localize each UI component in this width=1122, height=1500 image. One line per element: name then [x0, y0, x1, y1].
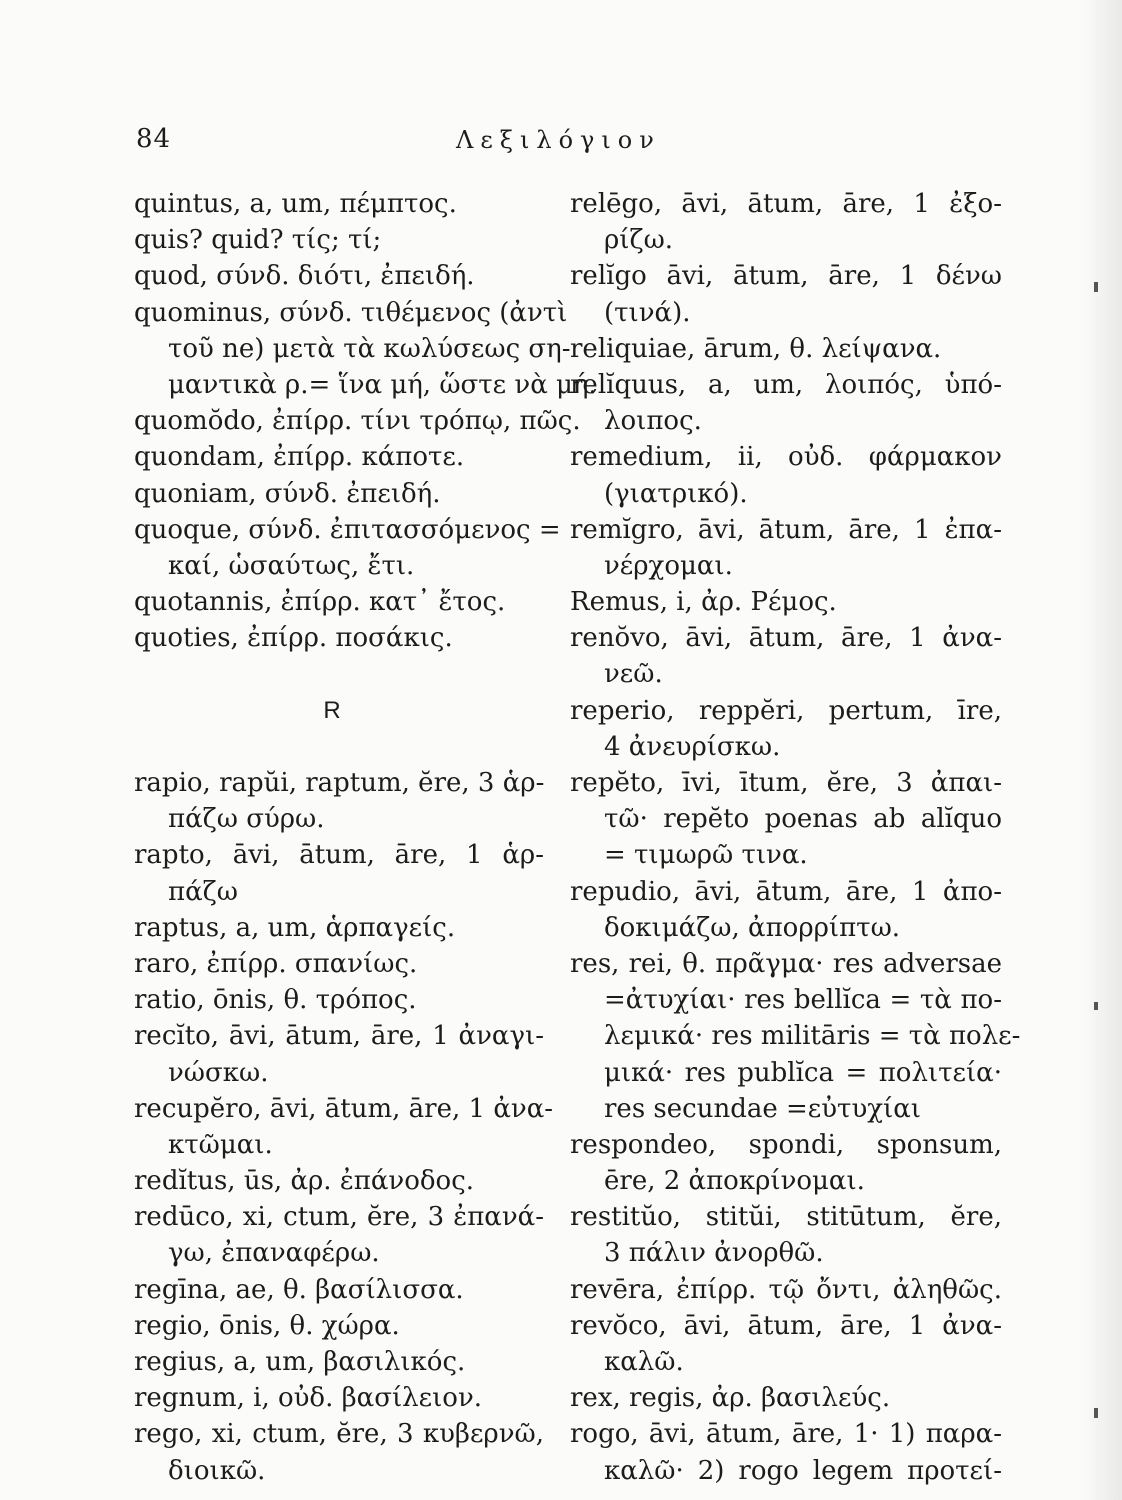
entry-line: ēre, 2 ἀποκρίνομαι. — [604, 1166, 865, 1197]
entry-line: καλῶ. — [604, 1347, 684, 1377]
entry-line: πάζω σύρω. — [168, 804, 325, 835]
entry-line: reliquiae, ārum, θ. λείψανα. — [570, 333, 942, 364]
entry-line: καλῶ· 2) rogo legem προτεί- — [604, 1455, 1002, 1486]
edge-mark — [1094, 1408, 1098, 1418]
entry-line: regīna, ae, θ. βασίλισσα. — [134, 1274, 464, 1305]
entry-line: restitŭo, stitŭi, stitūtum, ĕre, — [570, 1202, 1002, 1233]
entry-line: raro, ἐπίρρ. σπανίως. — [134, 948, 418, 979]
entry-line: quod, σύνδ. διότι, ἐπειδή. — [134, 261, 475, 292]
entry-line: recĭto, āvi, ātum, āre, 1 ἀναγι- — [134, 1021, 544, 1052]
entry-line: Remus, i, ἀρ. Ρέμος. — [570, 587, 837, 618]
edge-mark — [1094, 1002, 1098, 1010]
entry-line: renŏvo, āvi, ātum, āre, 1 ἀνα- — [570, 623, 1002, 654]
entry-line: relĭquus, a, um, λοιπός, ὑπό- — [570, 369, 1002, 400]
entry-line: repudio, āvi, ātum, āre, 1 ἀπο- — [570, 876, 1002, 907]
page-number: 84 — [136, 124, 172, 154]
edge-mark — [1094, 282, 1098, 292]
entry-line: revŏco, āvi, ātum, āre, 1 ἀνα- — [570, 1310, 1002, 1341]
entry-line: quoniam, σύνδ. ἐπειδή. — [134, 478, 441, 509]
entry-line: regnum, i, οὐδ. βασίλειον. — [134, 1383, 483, 1414]
entry-line: μικά· res publĭca = πολιτεία· — [604, 1057, 1002, 1088]
entry-line: quominus, σύνδ. τιθέμενος (ἀντὶ — [134, 297, 568, 328]
entry-line: quintus, a, um, πέμπτος. — [134, 189, 457, 219]
entry-line: regio, ōnis, θ. χώρα. — [134, 1310, 400, 1341]
entry-line: ρίζω. — [604, 225, 674, 256]
entry-line: rapio, rapŭi, raptum, ĕre, 3 ἁρ- — [134, 768, 545, 798]
entry-line: rapto, āvi, ātum, āre, 1 ἁρ- — [134, 840, 544, 871]
entry-line: τοῦ ne) μετὰ τὰ κωλύσεως ση- — [168, 333, 571, 364]
entry-line: redūco, xi, ctum, ĕre, 3 ἐπανά- — [134, 1202, 544, 1233]
entry-line: νέρχομαι. — [604, 550, 733, 581]
entry-line: repĕto, īvi, ītum, ĕre, 3 ἀπαι- — [570, 768, 1002, 798]
entry-line: remĭgro, āvi, ātum, āre, 1 ἐπα- — [570, 514, 1002, 545]
entry-line: 3 πάλιν ἀνορθῶ. — [604, 1238, 824, 1269]
entry-line: rogo, āvi, ātum, āre, 1· 1) παρα- — [570, 1419, 1002, 1450]
entry-line: καί, ὡσαύτως, ἔτι. — [168, 550, 415, 581]
entry-line: 4 ἀνευρίσκω. — [604, 731, 781, 762]
entry-line: λοιπος. — [604, 406, 702, 437]
entry-line: recupĕro, āvi, ātum, āre, 1 ἀνα- — [134, 1093, 554, 1124]
entry-line: relĭgo āvi, ātum, āre, 1 δένω — [570, 261, 1002, 292]
entry-line: =ἀτυχίαι· res bellĭca = τὰ πο- — [604, 985, 1002, 1016]
entry-line: μαντικὰ ρ.= ἵνα μή, ὥστε νὰ μή. — [168, 369, 597, 400]
entry-line: δοκιμάζω, ἀπορρίπτω. — [604, 912, 901, 943]
blank-line — [134, 656, 544, 692]
entry-line: redĭtus, ūs, ἀρ. ἐπάνοδος. — [134, 1166, 475, 1197]
entry-line: νεῶ. — [604, 659, 663, 690]
entry-line: = τιμωρῶ τινα. — [604, 840, 808, 871]
entry-line: quomŏdo, ἐπίρρ. τίνι τρόπῳ, πῶς. — [134, 406, 581, 437]
section-letter: R — [323, 696, 341, 724]
entry-line: quis? quid? τίς; τί; — [134, 225, 382, 256]
entry-line: quotannis, ἐπίρρ. κατ᾽ ἔτος. — [134, 587, 506, 618]
right-column — [570, 186, 1021, 1489]
entry-line: relēgo, āvi, ātum, āre, 1 ἐξο- — [570, 189, 1002, 219]
page-edge-shadow — [1082, 0, 1122, 1500]
entry-line: πάζω — [168, 876, 238, 907]
entry-line: regius, a, um, βασιλικός. — [134, 1347, 466, 1377]
entry-line: remedium, ii, οὐδ. φάρμακον — [570, 442, 1002, 473]
entry-line: quoque, σύνδ. ἐπιτασσόμενος = — [134, 514, 561, 545]
entry-line: reperio, reppĕri, pertum, īre, — [570, 695, 1002, 726]
blank-line — [134, 729, 544, 765]
entry-line: κτῶμαι. — [168, 1129, 273, 1160]
entry-line: γω, ἐπαναφέρω. — [168, 1238, 380, 1269]
left-column — [134, 186, 597, 1489]
entry-line: (τινά). — [604, 297, 691, 328]
entry-line: διοικῶ. — [168, 1455, 266, 1486]
entry-line: νώσκω. — [168, 1057, 269, 1088]
entry-line: res, rei, θ. πρᾶγμα· res adversae — [570, 948, 1002, 979]
entry-line: respondeo, spondi, sponsum, — [570, 1129, 1002, 1160]
entry-line: λεμικά· res militāris = τὰ πολε- — [604, 1021, 1021, 1052]
entry-line: raptus, a, um, ἁρπαγείς. — [134, 912, 456, 943]
entry-line: res secundae =εὐτυχίαι — [604, 1093, 921, 1124]
entry-line: quoties, ἐπίρρ. ποσάκις. — [134, 623, 453, 654]
entry-line: rego, xi, ctum, ĕre, 3 κυβερνῶ, — [134, 1419, 544, 1450]
entry-line: rex, regis, ἀρ. βασιλεύς. — [570, 1383, 891, 1414]
entry-line: ratio, ōnis, θ. τρόπος. — [134, 985, 417, 1016]
entry-line: τῶ· repĕto poenas ab alĭquo — [604, 804, 1002, 835]
entry-line: revēra, ἐπίρρ. τῷ ὄντι, ἀληθῶς. — [570, 1274, 1002, 1305]
entry-line: quondam, ἐπίρρ. κάποτε. — [134, 442, 465, 473]
running-head: Λεξιλόγιον — [456, 126, 661, 154]
entry-line: (γιατρικό). — [604, 478, 748, 509]
